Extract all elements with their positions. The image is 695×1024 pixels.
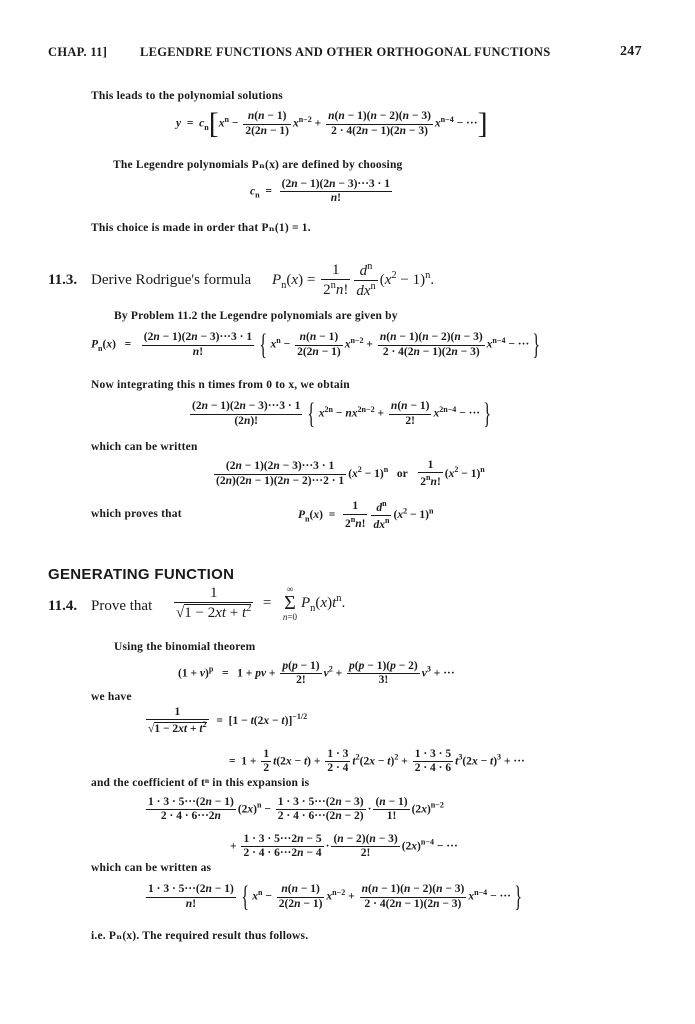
paragraph-10: and the coefficient of tⁿ in this expansion is (91, 777, 310, 789)
paragraph-2: The Legendre polynomials Pₙ(x) are defined by choosing (113, 159, 403, 171)
equation-integrated: $\frac{(2n - 1)(2n - 3)\cdot\cdot\cdot 3 \cdot 1}{(2n)!}$ { $x^{2n} - nx^{2n-2}$ + $\frac{n(n - 1)}{2!}$ $x^{2n-4}$ − ··· } (192, 397, 492, 430)
paragraph-3: This choice is made in order that Pₙ(1) = 1. (91, 222, 311, 234)
equation-final-form: $\frac{1 \cdot 3 \cdot 5\cdot\cdot\cdot(2n - 1)}{n!}$ { $x^n$ − $\frac{n(n - 1)}{2(2n - 1)}$ $x^{n-2}$ + $\frac{n(n - 1)(n - 2)(n - 3)}{2 \cdot 4(2n - 1)(2n - 3)}$ $x^{n-4}$ − ··· } (148, 880, 523, 913)
paragraph-9: we have (91, 691, 132, 703)
equation-polynomial-solutions: $y = c_n[x^n$ − $\frac{n(n - 1)}{2(2n - 1)}$ $x^{n-2}$ + $\frac{n(n - 1)(n - 2)(n - 3)}{2 \cdot 4(2n - 1)(2n - 3)}$ $x^{n-4}$ − ···] (176, 107, 488, 140)
paragraph-1: This leads to the polynomial solutions (91, 90, 283, 102)
equation-proof-result: $P_n(x)$ = $\frac{1}{2^nn!}$ $\frac{d^n}{dx^n}$ $(x^2 - 1)^n$ (298, 499, 434, 531)
equation-expansion-2: = 1 + $\frac{1}{2}$ t(2x − t) + $\frac{1 \cdot 3}{2 \cdot 4}$ $t^2(2x - t)^2$ + $\frac{1 \cdot 3 \cdot 5}{2 \cdot 4 \cdot 6}$ $t^3(2x - t)^3$ + ··· (229, 748, 525, 775)
equation-expansion-1: $\frac{1}{√1 - 2xt + t^2}$ = $[1 - t(2x - t)]^{-1/2}$ (148, 706, 308, 736)
equation-legendre-explicit: $P_n(x)$ = $\frac{(2n - 1)(2n - 3)\cdot\cdot\cdot 3 \cdot 1}{n!}$ { $x^n$ − $\frac{n(n - 1)}{2(2n - 1)}$ $x^{n-2}$ + $\frac{n(n - 1)(n - 2)(n - 3)}{2 \cdot 4(2n - 1)(2n - 3)}$ $x^{n-4}$ − ··· } (91, 328, 541, 361)
rodrigue-formula: $P_n(x)$ = $\frac{1}{2^nn!}$ $\frac{d^n}{dx^n}$ $(x^2 - 1)^n$. (272, 261, 435, 300)
chapter-label: CHAP. 11] (48, 45, 108, 59)
problem-11-4-number: 11.4. (48, 598, 78, 614)
generating-function-statement: $\frac{1}{√1 - 2xt + t^2}$ = ∞ Σ n=0 $P_n(x)t^n$. (176, 584, 346, 623)
equation-written-form: $\frac{(2n - 1)(2n - 3)\cdot\cdot\cdot 3 \cdot 1}{(2n)(2n - 1)(2n - 2)\cdot\cdot\cdot 2 \cdot 1}$ $(x^2 - 1)^n$ or $\frac{1}{2^nn!}$ $(x^2 - 1)^n$ (216, 459, 485, 489)
problem-11-3-lead: Derive Rodrigue's formula (91, 272, 252, 288)
page-number: 247 (620, 44, 642, 59)
paragraph-4: By Problem 11.2 the Legendre polynomials are given by (114, 310, 398, 322)
equation-coefficient-1: $\frac{1 \cdot 3 \cdot 5\cdot\cdot\cdot(2n - 1)}{2 \cdot 4 \cdot 6\cdot\cdot\cdot 2n}$ $(2x)^n$ − $\frac{1 \cdot 3 \cdot 5\cdot\cdot\cdot(2n - 3)}{2 \cdot 4 \cdot 6\cdot\cdot\cdot(2n - 2)}$ · $\frac{(n - 1)}{1!}$ $(2x)^{n-2}$ (148, 796, 444, 823)
paragraph-12: i.e. Pₙ(x). The required result thus follows. (91, 930, 309, 942)
running-title: LEGENDRE FUNCTIONS AND OTHER ORTHOGONAL FUNCTIONS (140, 45, 551, 59)
problem-11-4-lead: Prove that (91, 598, 153, 614)
paragraph-5: Now integrating this n times from 0 to x, we obtain (91, 379, 350, 391)
equation-cn: $c_n$ = $\frac{(2n - 1)(2n - 3)\cdot\cdot\cdot 3 \cdot 1}{n!}$ (250, 178, 391, 205)
paragraph-8: Using the binomial theorem (114, 641, 256, 653)
paragraph-11: which can be written as (91, 862, 212, 874)
problem-11-3-number: 11.3. (48, 272, 78, 288)
section-heading: GENERATING FUNCTION (48, 566, 235, 583)
equation-coefficient-2: + $\frac{1 \cdot 3 \cdot 5\cdot\cdot\cdot 2n - 5}{2 \cdot 4 \cdot 6\cdot\cdot\cdot 2n - 4}$ · $\frac{(n - 2)(n - 3)}{2!}$ $(2x)^{n-4}$ − ··· (230, 833, 458, 860)
paragraph-6: which can be written (91, 441, 198, 453)
equation-binomial-theorem: $(1 + v)^p = 1$ + pv + $\frac{p(p - 1)}{2!}$ $v^2$ + $\frac{p(p - 1)(p - 2)}{3!}$ $v^3$ + ··· (178, 660, 455, 687)
paragraph-7: which proves that (91, 508, 182, 520)
